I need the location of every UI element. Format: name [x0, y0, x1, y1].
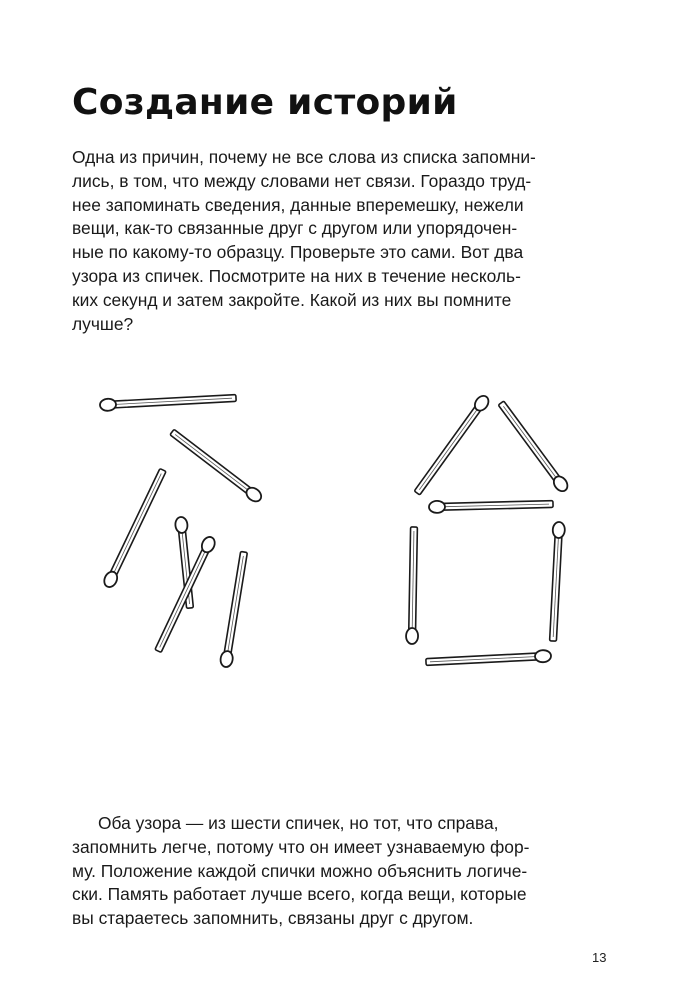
paragraph-line: нее запоминать сведения, данные вперемешку, нежели: [72, 194, 524, 215]
matchstick-head: [535, 650, 552, 663]
matchstick-figure: [0, 360, 680, 700]
paragraph-line: узора из спичек. Посмотрите на них в течение несколь-: [72, 265, 521, 286]
intro-paragraph: [72, 146, 620, 336]
matchstick-head: [552, 522, 565, 539]
matchstick: [429, 498, 553, 513]
matchstick-grain: [228, 556, 243, 651]
paragraph-line: запомнить легче, потому что он имеет узнаваемую фор-: [72, 836, 530, 857]
matchstick: [426, 650, 552, 668]
matchstick-head: [100, 398, 117, 411]
matchstick: [102, 467, 169, 589]
paragraph-line: ные по какому-то образцу. Проверьте это сами. Вот два: [72, 242, 524, 263]
matchstick-grain: [114, 474, 161, 573]
matchstick-grain: [175, 434, 247, 489]
paragraph-line: Одна из причин, почему не все слова из списка запомни-: [72, 147, 536, 167]
matchstick: [219, 551, 249, 668]
house-matches-pattern: [406, 393, 570, 668]
paragraph-line: вещи, как-то связанные друг с другом или упорядочен-: [72, 218, 518, 239]
matchstick-head: [219, 650, 233, 668]
conclusion-paragraph: [72, 812, 620, 931]
paragraph-line: му. Положение каждой спички можно объяснить логиче-: [72, 860, 528, 881]
matchstick: [168, 427, 263, 504]
matchstick: [100, 392, 237, 411]
matchstick: [496, 399, 570, 493]
matchstick-grain: [503, 406, 555, 477]
matchstick-head: [429, 501, 445, 513]
matchstick: [547, 522, 565, 642]
paragraph-line: лись, в том, что между словами нет связи. Гораздо труд-: [72, 170, 532, 191]
page-title: Создание историй: [72, 82, 458, 123]
random-matches-pattern: [100, 392, 264, 668]
matchstick: [412, 393, 491, 496]
paragraph-line: вы стараетесь запомнить, связаны друг с другом.: [72, 908, 474, 929]
paragraph-line: Оба узора — из шести спичек, но тот, что справа,: [98, 813, 499, 833]
page-number: 13: [592, 950, 607, 965]
matchstick-grain: [419, 410, 477, 490]
matchstick-head: [175, 516, 189, 533]
matchstick: [406, 527, 420, 644]
matchstick-head: [406, 628, 418, 644]
paragraph-line: ких секунд и затем закройте. Какой из них вы помните: [72, 289, 512, 310]
paragraph-line: ски. Память работает лучше всего, когда вещи, которые: [72, 884, 527, 905]
paragraph-line: лучше?: [72, 313, 134, 334]
